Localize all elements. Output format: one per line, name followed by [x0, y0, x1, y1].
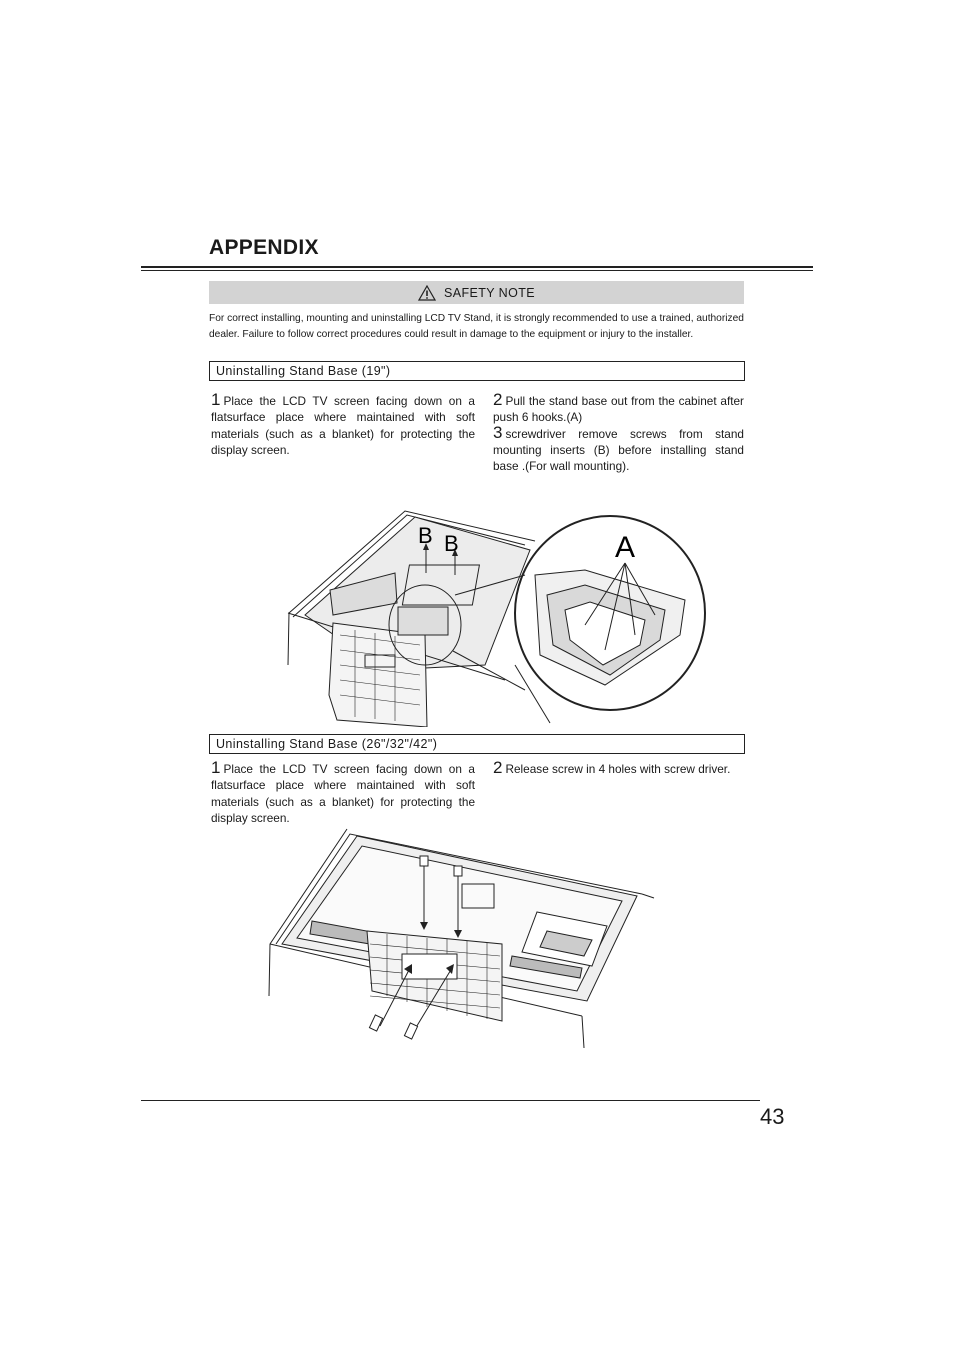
step-1-19: [211, 390, 475, 458]
page-heading: APPENDIX: [209, 236, 319, 259]
footer-rule: [141, 1100, 760, 1101]
safety-note-label: SAFETY NOTE: [444, 285, 535, 300]
page-number: 43: [760, 1104, 785, 1129]
step-text: Place the LCD TV screen facing down on a flatsurface place where maintained with soft materials (such as a blanket) for protecting the display screen.: [211, 762, 475, 825]
step-text: Place the LCD TV screen facing down on a flatsurface place where maintained with soft materials (such as a blanket) for protecting the display screen.: [211, 394, 475, 457]
safety-note-bar: [209, 281, 744, 304]
section-title-19: Uninstalling Stand Base (19"): [209, 361, 745, 381]
step-2-3-19: [493, 390, 744, 474]
warning-triangle-icon: [418, 285, 436, 301]
label-b1: B: [418, 523, 433, 548]
heading-rule-thick: [141, 266, 813, 268]
step-number: 3: [493, 422, 503, 442]
heading-rule-thin: [141, 270, 813, 271]
step-number: 1: [211, 390, 221, 409]
label-a: A: [615, 531, 636, 564]
figure-stand-19: [285, 505, 710, 727]
safety-note-text: For correct installing, mounting and uninstalling LCD TV Stand, it is strongly recommended to use a trained, authorized dealer. Failure to follow correct procedures could result in damage to the equipment or injury to the installer.: [209, 313, 744, 340]
step-number: 2: [493, 758, 503, 777]
step-number: 2: [493, 390, 503, 409]
step-text: Release screw in 4 holes with screw driver.: [505, 762, 731, 776]
label-b2: B: [444, 531, 459, 556]
step-1-26-32-42: [211, 758, 475, 826]
figure-stand-26-32-42: [262, 826, 662, 1051]
section-title-26-32-42: Uninstalling Stand Base (26"/32"/42"): [209, 734, 745, 754]
step-text: Pull the stand base out from the cabinet after push 6 hooks.(A): [493, 394, 744, 425]
step-2-19: [493, 390, 744, 426]
step-2-26-32-42: [493, 758, 744, 777]
step-number: 1: [211, 758, 221, 777]
step-text: screwdriver remove screws from stand mounting inserts (B) before installing stand base .(For wall mounting).: [493, 426, 744, 474]
step-3-19: [493, 422, 744, 475]
